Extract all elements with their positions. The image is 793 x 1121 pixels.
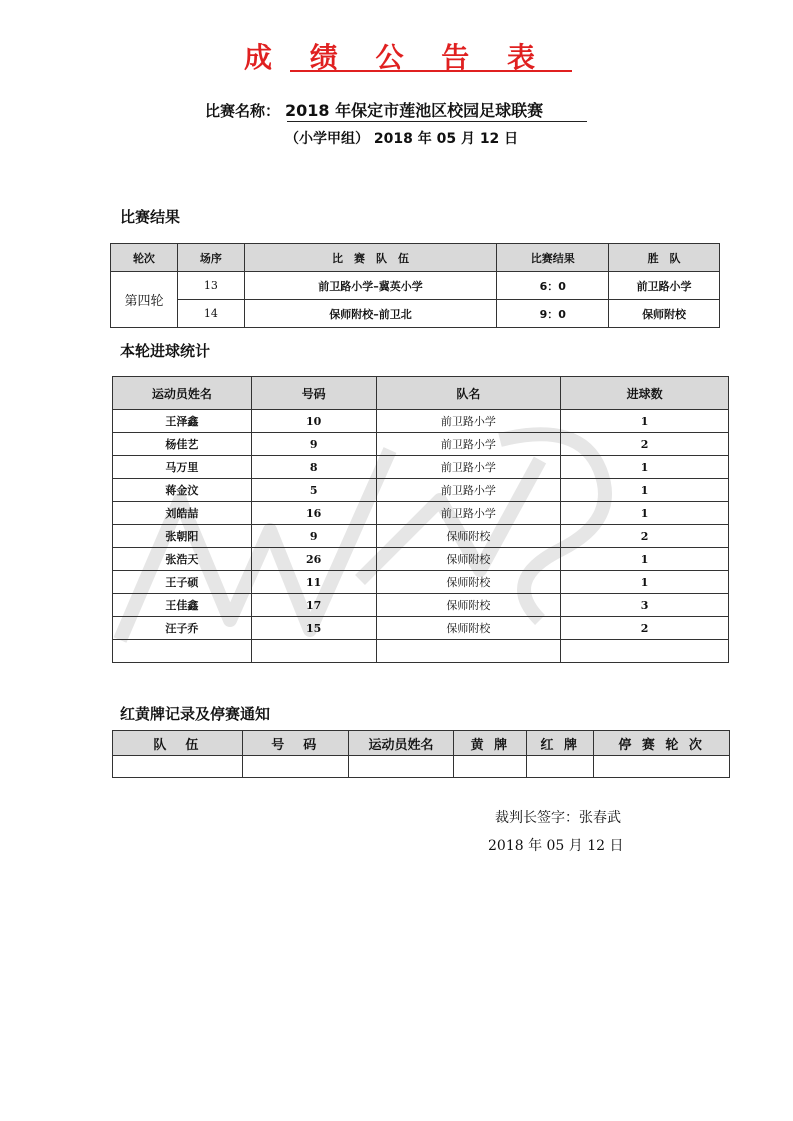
player-cell: 王子硕 xyxy=(113,571,252,594)
col-player: 运动员姓名 xyxy=(113,377,252,410)
goals-cell: 1 xyxy=(561,548,729,571)
team-cell: 前卫路小学 xyxy=(376,456,561,479)
col-score: 比赛结果 xyxy=(497,244,609,272)
table-row xyxy=(113,479,729,502)
seq-cell: 13 xyxy=(177,272,244,300)
results-table xyxy=(110,243,720,328)
teams-cell: 保师附校–前卫北 xyxy=(244,300,497,328)
team-cell: 前卫路小学 xyxy=(376,410,561,433)
number-cell: 5 xyxy=(251,479,376,502)
col-player: 运动员姓名 xyxy=(348,731,454,756)
seq-cell: 14 xyxy=(177,300,244,328)
team-cell: 保师附校 xyxy=(376,525,561,548)
col-team: 队名 xyxy=(376,377,561,410)
col-teams: 比 赛 队 伍 xyxy=(244,244,497,272)
goals-cell: 1 xyxy=(561,479,729,502)
score-cell: 9：0 xyxy=(497,300,609,328)
goals-cell: 1 xyxy=(561,571,729,594)
col-team: 队 伍 xyxy=(113,731,243,756)
table-row xyxy=(113,571,729,594)
cards-header-row xyxy=(113,731,730,756)
goals-header-row xyxy=(113,377,729,410)
number-cell: 8 xyxy=(251,456,376,479)
cards-table xyxy=(112,730,730,778)
number-cell: 26 xyxy=(251,548,376,571)
goals-cell: 1 xyxy=(561,502,729,525)
winner-cell: 保师附校 xyxy=(609,300,720,328)
player-cell: 汪子乔 xyxy=(113,617,252,640)
col-winner: 胜 队 xyxy=(609,244,720,272)
table-row xyxy=(111,272,720,300)
date-line: 2018 年 05 月 12 日 xyxy=(373,131,519,147)
title-underline xyxy=(290,70,572,72)
col-suspension: 停 赛 轮 次 xyxy=(594,731,730,756)
team-cell: 前卫路小学 xyxy=(376,479,561,502)
col-number: 号码 xyxy=(251,377,376,410)
player-cell: 王佳鑫 xyxy=(113,594,252,617)
team-cell: 前卫路小学 xyxy=(376,433,561,456)
number-cell: 17 xyxy=(251,594,376,617)
number-cell: 9 xyxy=(251,525,376,548)
teams-cell: 前卫路小学–冀英小学 xyxy=(244,272,497,300)
signature-date: 2018 年 05 月 12 日 xyxy=(488,838,624,854)
table-row xyxy=(113,410,729,433)
winner-cell: 前卫路小学 xyxy=(609,272,720,300)
col-goals: 进球数 xyxy=(561,377,729,410)
col-yellow: 黄 牌 xyxy=(454,731,527,756)
goals-cell: 3 xyxy=(561,594,729,617)
results-header-row xyxy=(111,244,720,272)
group-label: （小学甲组） xyxy=(285,131,369,147)
table-row xyxy=(113,433,729,456)
goals-heading: 本轮进球统计 xyxy=(120,342,211,360)
col-round: 轮次 xyxy=(111,244,178,272)
results-heading: 比赛结果 xyxy=(120,208,181,226)
goals-table xyxy=(112,376,729,663)
table-row xyxy=(113,525,729,548)
competition-label: 比赛名称： xyxy=(205,102,281,120)
number-cell: 11 xyxy=(251,571,376,594)
competition-underline xyxy=(287,121,587,122)
player-cell: 张朝阳 xyxy=(113,525,252,548)
col-number: 号 码 xyxy=(242,731,348,756)
empty-row xyxy=(113,640,729,663)
goals-cell: 1 xyxy=(561,456,729,479)
player-cell: 王泽鑫 xyxy=(113,410,252,433)
player-cell: 张浩天 xyxy=(113,548,252,571)
table-row xyxy=(113,502,729,525)
table-row xyxy=(113,594,729,617)
col-red: 红 牌 xyxy=(527,731,594,756)
referee-signature: 裁判长签字：张春武 xyxy=(495,810,621,826)
table-row xyxy=(113,617,729,640)
table-row xyxy=(113,548,729,571)
table-row xyxy=(113,456,729,479)
player-cell: 刘皓喆 xyxy=(113,502,252,525)
goals-cell: 2 xyxy=(561,617,729,640)
competition-name: 2018 年保定市莲池区校园足球联赛 xyxy=(285,101,544,120)
empty-row xyxy=(113,756,730,778)
number-cell: 15 xyxy=(251,617,376,640)
cards-heading: 红黄牌记录及停赛通知 xyxy=(120,705,271,723)
player-cell: 杨佳艺 xyxy=(113,433,252,456)
goals-cell: 1 xyxy=(561,410,729,433)
number-cell: 9 xyxy=(251,433,376,456)
team-cell: 保师附校 xyxy=(376,617,561,640)
score-cell: 6：0 xyxy=(497,272,609,300)
team-cell: 保师附校 xyxy=(376,594,561,617)
number-cell: 16 xyxy=(251,502,376,525)
team-cell: 保师附校 xyxy=(376,548,561,571)
competition-row xyxy=(205,100,544,121)
goals-cell: 2 xyxy=(561,433,729,456)
team-cell: 保师附校 xyxy=(376,571,561,594)
goals-cell: 2 xyxy=(561,525,729,548)
round-cell: 第四轮 xyxy=(111,272,178,328)
page-title: 成 绩 公 告 表 xyxy=(244,41,549,74)
table-row xyxy=(111,300,720,328)
player-cell: 蒋金汶 xyxy=(113,479,252,502)
date-row xyxy=(285,128,518,148)
player-cell: 马万里 xyxy=(113,456,252,479)
team-cell: 前卫路小学 xyxy=(376,502,561,525)
number-cell: 10 xyxy=(251,410,376,433)
col-seq: 场序 xyxy=(177,244,244,272)
